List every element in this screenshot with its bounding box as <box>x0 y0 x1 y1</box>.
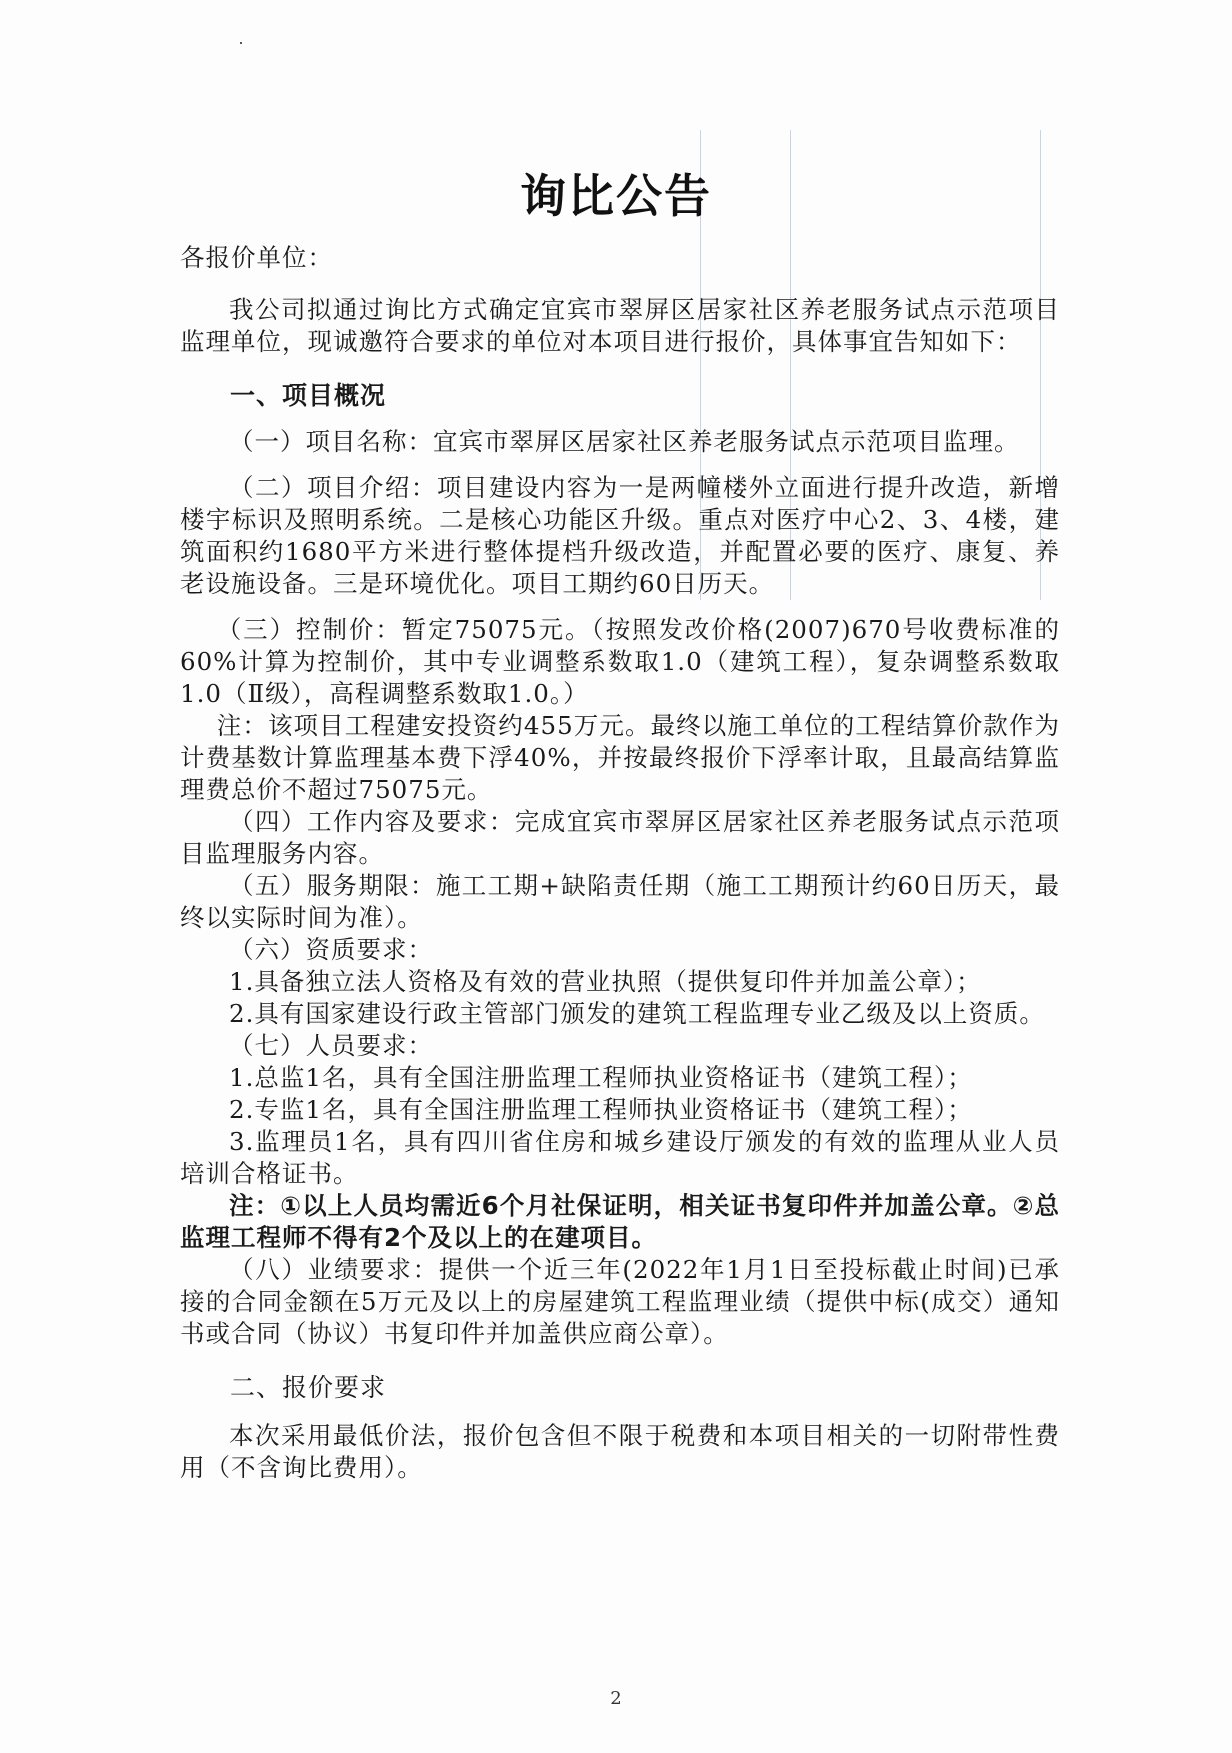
performance-requirement: （八）业绩要求：提供一个近三年(2022年1月1日至投标截止时间)已承接的合同金额在5万元及以上的房屋建筑工程监理业绩（提供中标(成交）通知书或合同（协议）书复印件并加盖供应商公章）。 <box>180 1255 1060 1348</box>
control-price: （三）控制价：暂定75075元。（按照发改价格(2007)670号收费标准的60%计算为控制价，其中专业调整系数取1.0（建筑工程），复杂调整系数取1.0（Ⅱ级），高程调整系数取1.0。） <box>180 615 1060 708</box>
section-heading: 二、报价要求 <box>230 1373 387 1402</box>
quote-requirement: 本次采用最低价法，报价包含但不限于税费和本项目相关的一切附带性费用（不含询比费用）。 <box>180 1421 1060 1482</box>
control-price-note: 注：该项目工程建安投资约455万元。最终以施工单位的工程结算价款作为计费基数计算监理基本费下浮40%，并按最终报价下浮率计取，且最高结算监理费总价不超过75075元。 <box>180 711 1060 804</box>
qualification-heading: （六）资质要求： <box>229 935 433 964</box>
project-intro: （二）项目介绍：项目建设内容为一是两幢楼外立面进行提升改造，新增楼宇标识及照明系统。二是核心功能区升级。重点对医疗中心2、3、4楼，建筑面积约1680平方米进行整体提档升级改造，并配置必要的医疗、康复、养老设施设备。三是环境优化。项目工期约60日历天。 <box>180 473 1060 598</box>
staff-note: 注：①以上人员均需近6个月社保证明，相关证书复印件并加盖公章。②总监理工程师不得有2个及以上的在建项目。 <box>180 1191 1060 1252</box>
project-name: （一）项目名称：宜宾市翠屏区居家社区养老服务试点示范项目监理。 <box>229 427 1020 456</box>
staff-item: 2.专监1名，具有全国注册监理工程师执业资格证书（建筑工程）； <box>229 1095 973 1124</box>
intro-paragraph: 我公司拟通过询比方式确定宜宾市翠屏区居家社区养老服务试点示范项目监理单位，现诚邀符合要求的单位对本项目进行报价，具体事宜告知如下： <box>180 295 1060 356</box>
work-content: （四）工作内容及要求：完成宜宾市翠屏区居家社区养老服务试点示范项目监理服务内容。 <box>180 807 1060 868</box>
service-period: （五）服务期限：施工工期+缺陷责任期（施工工期预计约60日历天，最终以实际时间为准）。 <box>180 871 1060 932</box>
staff-item: 1.总监1名，具有全国注册监理工程师执业资格证书（建筑工程）； <box>229 1063 973 1092</box>
qualification-item: 1.具备独立法人资格及有效的营业执照（提供复印件并加盖公章）； <box>229 967 982 996</box>
section-heading: 一、项目概况 <box>230 381 387 410</box>
scan-speck <box>240 42 242 44</box>
staff-heading: （七）人员要求： <box>229 1031 433 1060</box>
document-body <box>180 242 1060 1484</box>
staff-item: 3.监理员1名，具有四川省住房和城乡建设厅颁发的有效的监理从业人员培训合格证书。 <box>180 1127 1060 1188</box>
salutation: 各报价单位： <box>180 243 333 272</box>
qualification-item: 2.具有国家建设行政主管部门颁发的建筑工程监理专业乙级及以上资质。 <box>229 999 1045 1028</box>
page-number: 2 <box>610 1688 622 1709</box>
document-title: 询比公告 <box>520 169 712 223</box>
